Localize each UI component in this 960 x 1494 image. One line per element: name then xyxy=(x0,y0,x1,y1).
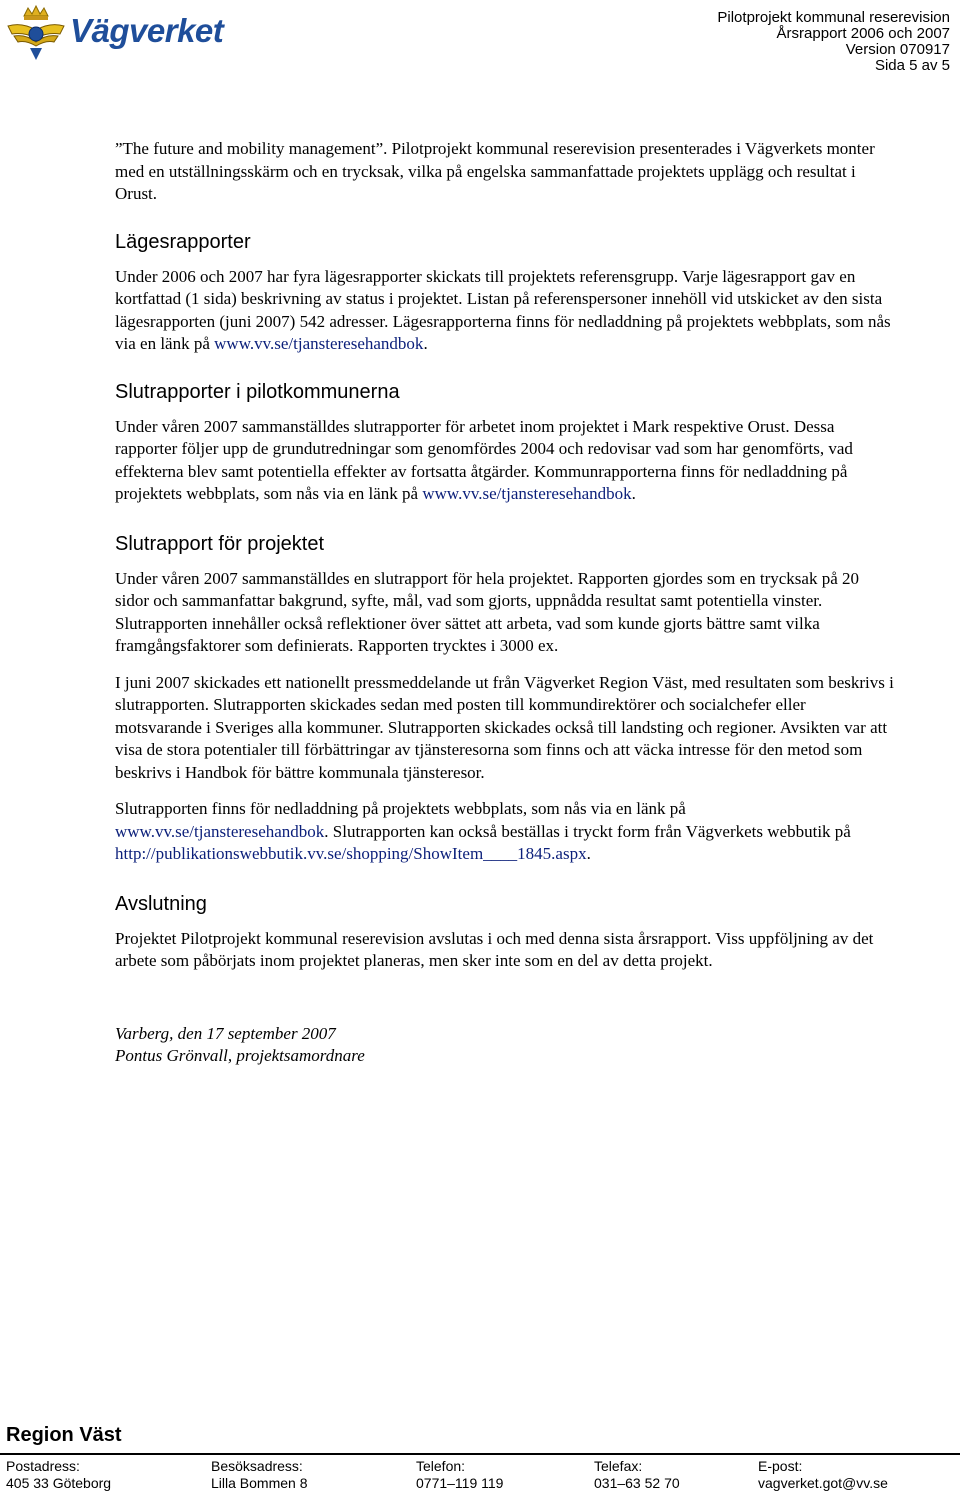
paragraph-slutrapport-1: Under våren 2007 sammanställdes en slutrapport för hela projektet. Rapporten gjordes som en trycksak på 20 sidor och sammanfattar bakgrund, syfte, mål, vad som gjorts, uppnådda resultat samt potentiella vinster. Slutrapporten innehåller också reflektioner över sättet att arbeta, vad som kunde gjorts bättre samt vilka framgångsfaktorer som definierats. Rapporten trycktes i 3000 ex. xyxy=(115,568,860,655)
link-tjansteresehandbok[interactable]: www.vv.se/tjansteresehandbok xyxy=(115,821,325,841)
footer-email-link[interactable]: vagverket.got@vv.se xyxy=(758,1475,888,1491)
footer-postadress: Postadress: 405 33 Göteborg xyxy=(6,1458,112,1491)
footer-divider xyxy=(0,1453,960,1455)
footer-region: Region Väst xyxy=(6,1424,122,1446)
link-webbutik[interactable]: http://publikationswebbutik.vv.se/shopping/ShowItem____1845.aspx xyxy=(115,844,587,863)
project-title: Pilotprojekt kommunal reserevision xyxy=(717,9,950,26)
logo-text: Vägverket xyxy=(70,12,224,49)
heading-slutrapporter-pilotkommunerna: Slutrapporter i pilotkommunerna xyxy=(115,380,400,403)
signature-name: Pontus Grönvall, projektsamordnare xyxy=(115,1046,365,1065)
document-body xyxy=(115,138,895,1068)
heading-lagesrapporter: Lägesrapporter xyxy=(115,230,251,253)
paragraph-slutrapporter-pilotkommunerna: Under våren 2007 sammanställdes slutrapporter för arbetet inom projektet i Mark respektive Orust. Dessa rapporter följer upp de grundutredningar som genomfördes 2004 och redovisar vad som har genomförts, vad effekterna blev samt potentiella effekter av fortsatta åtgärder. Kommunrapporterna finns för nedladdning på projektets webbplats, som nås via en länk på www.vv.se/tjansteresehandbok. xyxy=(115,416,853,503)
footer-telefax: Telefax: 031–63 52 70 xyxy=(594,1458,680,1491)
paragraph-slutrapport-3: Slutrapporten finns för nedladdning på projektets webbplats, som nås via en länk på www.vv.se/tjansteresehandbok. Slutrapporten kan också beställas i tryckt form från Vägverkets webbutik på http://publikationswebbutik.vv.se/shopping/ShowItem____1845.aspx. xyxy=(115,799,851,863)
report-title: Årsrapport 2006 och 2007 xyxy=(776,25,950,42)
link-tjansteresehandbok[interactable]: www.vv.se/tjansteresehandbok xyxy=(422,484,632,503)
paragraph-lagesrapporter: Under 2006 och 2007 har fyra lägesrapporter skickats till projektets referensgrupp. Varje lägesrapport gav en kortfattad (1 sida) beskrivning av status i projektet. Listan på referenspersoner innehöll vid utskicket av den sista lägesrapporten (juni 2007) 542 adresser. Lägesrapporterna finns för nedladdning på projektets webbplats, som nås via en länk på www.vv.se/tjansteresehandbok. xyxy=(115,266,891,353)
footer-telefon: Telefon: 0771–119 119 xyxy=(416,1458,504,1491)
heading-avslutning: Avslutning xyxy=(115,892,207,915)
version: Version 070917 xyxy=(845,41,950,58)
paragraph-slutrapport-2: I juni 2007 skickades ett nationellt pressmeddelande ut från Vägverket Region Väst, med resultaten som beskrivs i slutrapporten. Slutrapporten skickades sedan med posten till kommundirektörer och socialchefer eller motsvarande i Sveriges alla kommuner. Slutrapporten skickades också till landsting och regioner. Avsikten var att visa de stora potentialer till förbättringar av tjänsteresorna som finns och att väcka intresse för den metod som beskrivs i Handbok för bättre kommunala tjänsteresor. xyxy=(115,672,894,782)
heading-slutrapport-projektet: Slutrapport för projektet xyxy=(115,532,324,555)
signature xyxy=(115,1023,895,1068)
signature-place-date: Varberg, den 17 september 2007 xyxy=(115,1023,336,1043)
page-number: Sida 5 av 5 xyxy=(874,57,950,74)
intro-paragraph: ”The future and mobility management”. Pilotprojekt kommunal reserevision presenterades i Vägverkets monter med en utställningsskärm och en trycksak, vilka på engelska sammanfattade projektets upplägg och resultat i Orust. xyxy=(115,139,875,203)
paragraph-avslutning: Projektet Pilotprojekt kommunal reserevision avslutas i och med denna sista årsrapport. Viss uppföljning av det arbete som påbörjats inom projektet planeras, men sker inte som en del av detta projekt. xyxy=(115,928,874,970)
link-tjansteresehandbok[interactable]: www.vv.se/tjansteresehandbok xyxy=(214,334,424,353)
footer-epost: E-post: vagverket.got@vv.se xyxy=(758,1458,888,1491)
crown-wings-emblem-icon xyxy=(6,4,66,64)
vagverket-logo xyxy=(6,4,246,64)
footer-besoksadress: Besöksadress: Lilla Bommen 8 xyxy=(211,1458,308,1491)
document-header-info xyxy=(717,10,950,74)
